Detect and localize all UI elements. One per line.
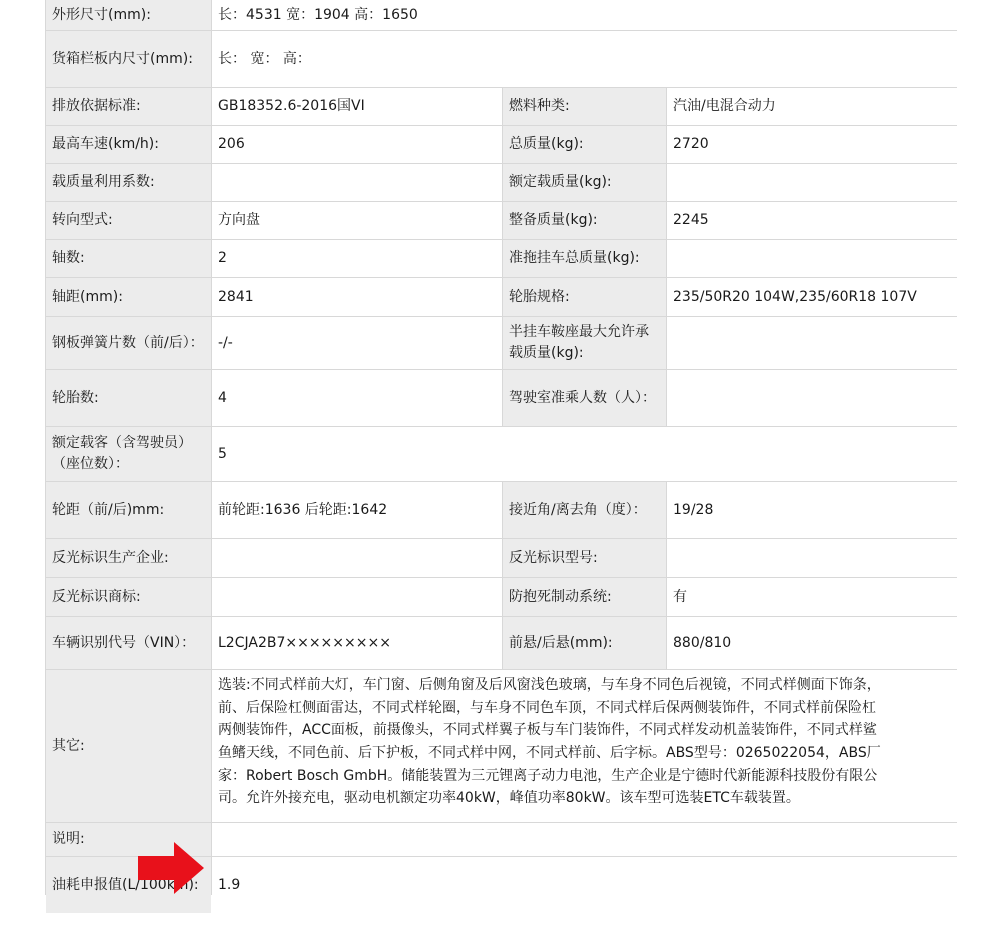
dimensions-value: 长：4531 宽：1904 高：1650 [212, 0, 959, 30]
load-coef-label: 载质量利用系数: [46, 164, 211, 201]
reflector-maker-value [212, 539, 502, 577]
emission-label: 排放依据标准: [46, 88, 211, 125]
track-label: 轮距（前/后)mm: [46, 482, 211, 538]
speed-label: 最高车速(km/h): [46, 126, 211, 163]
other-value [212, 670, 959, 822]
tires-value: 4 [212, 370, 502, 426]
emission-value: GB18352.6-2016国VI [212, 88, 502, 125]
dimensions-label: 外形尺寸(mm): [46, 0, 211, 30]
overhang-label: 前悬/后悬(mm): [503, 617, 666, 669]
reflector-brand-value [212, 578, 502, 616]
steering-value: 方向盘 [212, 202, 502, 239]
seats-label: 额定载客（含驾驶员）（座位数）： [46, 427, 211, 481]
cab-passengers-label: 驾驶室准乘人数（人）： [503, 370, 666, 426]
fuel-value: 汽油/电混合动力 [667, 88, 959, 125]
trailer-mass-value [667, 240, 959, 277]
curb-mass-value: 2245 [667, 202, 959, 239]
fuel-label: 燃料种类: [503, 88, 666, 125]
abs-label: 防抱死制动系统: [503, 578, 666, 616]
fuel-consumption-value: 1.9 [212, 857, 959, 913]
total-mass-value: 2720 [667, 126, 959, 163]
vin-label: 车辆识别代号（VIN）： [46, 617, 211, 669]
abs-value: 有 [667, 578, 959, 616]
total-mass-label: 总质量(kg): [503, 126, 666, 163]
rated-load-label: 额定载质量(kg): [503, 164, 666, 201]
overhang-value: 880/810 [667, 617, 959, 669]
wheelbase-label: 轴距(mm): [46, 278, 211, 316]
cab-passengers-value [667, 370, 959, 426]
reflector-brand-label: 反光标识商标: [46, 578, 211, 616]
curb-mass-label: 整备质量(kg): [503, 202, 666, 239]
speed-value: 206 [212, 126, 502, 163]
saddle-load-value [667, 317, 959, 369]
axles-label: 轴数: [46, 240, 211, 277]
track-value: 前轮距:1636 后轮距:1642 [212, 482, 502, 538]
fuel-consumption-label: 油耗申报值(L/100km): [46, 857, 211, 913]
reflector-maker-label: 反光标识生产企业: [46, 539, 211, 577]
rated-load-value [667, 164, 959, 201]
other-line: 两侧装饰件，ACC面板，前摄像头，不同式样翼子板与车门装饰件，不同式样发动机盖装饰件，不同式样鲨 [218, 722, 877, 739]
angles-value: 19/28 [667, 482, 959, 538]
tire-spec-value: 235/50R20 104W,235/60R18 107V [667, 278, 959, 316]
other-line: 司。允许外接充电，驱动电机额定功率40kW，峰值功率80kW。该车型可选装ETC车载装置。 [218, 790, 800, 807]
springs-label: 钢板弹簧片数（前/后）： [46, 317, 211, 369]
axles-value: 2 [212, 240, 502, 277]
cargo-label: 货箱栏板内尺寸(mm): [46, 31, 211, 87]
angles-label: 接近角/离去角（度）： [503, 482, 666, 538]
seats-value: 5 [212, 427, 959, 481]
other-line: 家：Robert Bosch GmbH。储能装置为三元锂离子动力电池，生产企业是宁德时代新能源科技股份有限公 [218, 767, 878, 784]
spec-table [45, 0, 957, 895]
trailer-mass-label: 准拖挂车总质量(kg): [503, 240, 666, 277]
steering-label: 转向型式: [46, 202, 211, 239]
red-arrow-icon [138, 842, 204, 894]
tires-label: 轮胎数: [46, 370, 211, 426]
reflector-model-label: 反光标识型号: [503, 539, 666, 577]
note-value [212, 823, 959, 856]
springs-value: -/- [212, 317, 502, 369]
load-coef-value [212, 164, 502, 201]
vin-value: L2CJA2B7××××××××× [212, 617, 502, 669]
other-line: 选装:不同式样前大灯，车门窗、后侧角窗及后风窗浅色玻璃，与车身不同色后视镜，不同式样侧面下饰条， [218, 677, 881, 693]
other-line: 鱼鳍天线，不同色前、后下护板，不同式样中网，不同式样前、后字标。ABS型号：0265022054，ABS厂 [218, 745, 881, 762]
saddle-load-label: 半挂车鞍座最大允许承载质量(kg): [503, 317, 666, 369]
note-label: 说明: [46, 823, 211, 856]
wheelbase-value: 2841 [212, 278, 502, 316]
cargo-value: 长： 宽： 高： [212, 31, 959, 87]
reflector-model-value [667, 539, 959, 577]
other-line: 前、后保险杠侧面雷达，不同式样轮圈，与车身不同色车顶，不同式样后保两侧装饰件，不同式样前保险杠 [218, 699, 876, 716]
tire-spec-label: 轮胎规格: [503, 278, 666, 316]
other-label: 其它: [46, 670, 211, 822]
